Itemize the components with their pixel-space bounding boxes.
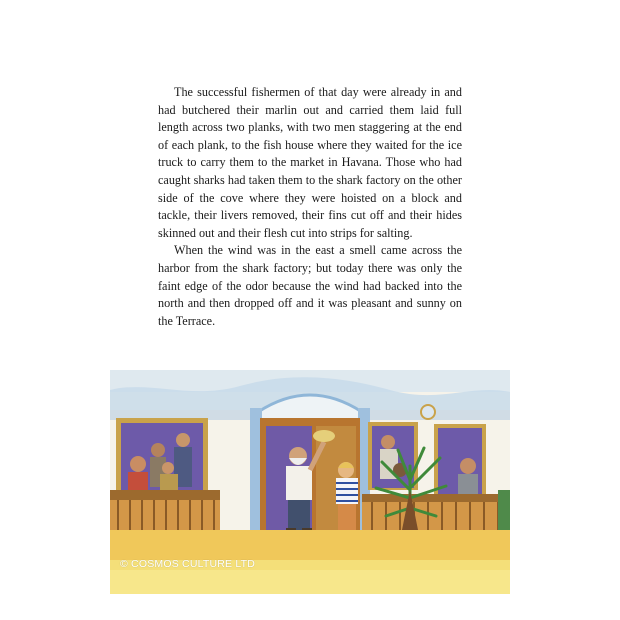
copyright-notice: © COSMOS CULTURE LTD [120, 558, 256, 570]
terrace-illustration [110, 370, 510, 594]
paragraph: When the wind was in the east a smell came across the harbor from the shark factory; but today there was only the faint edge of the odor because the wind had backed into the north and then dropped off and it was pleasant and sunny on the Terrace. [158, 243, 462, 328]
paragraph: The successful fishermen of that day were already in and had butchered their marlin out and carried them laid full length across two planks, with two men staggering at the end of each plank, to the fish house where they waited for the ice truck to carry them to the market in Havana. Those who had caught sharks had taken them to the shark factory on the other side of the cove where they were hoisted on a block and tackle, their livers removed, their fins cut off and their hides skinned out and their flesh cut into strips for salting. [158, 85, 462, 240]
story-text [158, 84, 462, 330]
